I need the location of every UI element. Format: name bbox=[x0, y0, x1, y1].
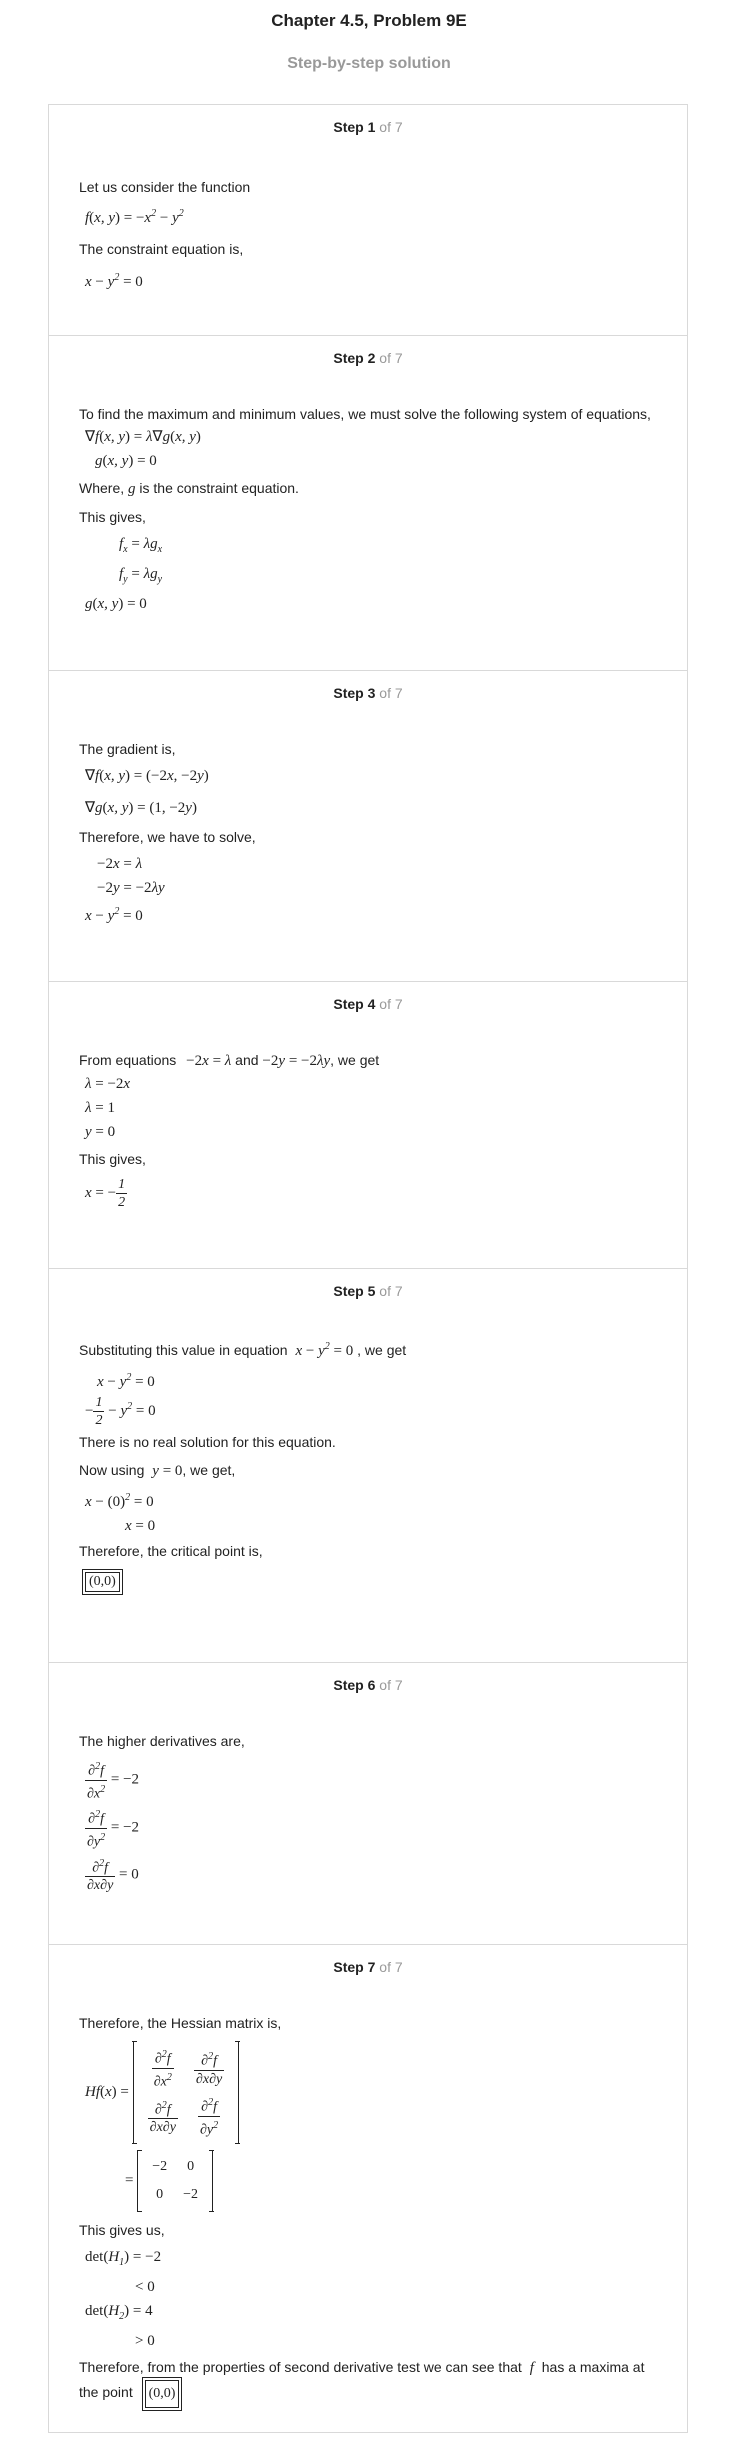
step-label: Step 4 bbox=[333, 996, 376, 1012]
y-equation: y = 0 bbox=[85, 1124, 116, 1140]
step-text: To find the maximum and minimum values, we must solve the following system of equations, bbox=[79, 406, 651, 422]
hessian-values: = −2 0 0 −2 bbox=[79, 2151, 657, 2211]
step-3 bbox=[49, 670, 687, 981]
solution-subtitle: Step-by-step solution bbox=[287, 55, 451, 72]
system-equation: −2y = −2λy bbox=[97, 880, 165, 896]
substitution-equation: $x - y^2 = 0$ bbox=[97, 1372, 155, 1390]
step-count: of 7 bbox=[379, 119, 403, 135]
step-count: of 7 bbox=[379, 996, 403, 1012]
system-equation: $x - y^2 = 0$ bbox=[85, 906, 143, 924]
determinant-h1: $\det(H_1) = -2$ bbox=[85, 2248, 162, 2268]
gradient-g: ∇g(x, y) = (1, −2y) bbox=[85, 800, 197, 816]
derivative-xy: $\frac{\partial^2f}{\partial x\partial y}$ = 0 bbox=[79, 1855, 657, 1895]
step-6 bbox=[49, 1662, 687, 1944]
step-count: of 7 bbox=[379, 685, 403, 701]
step-label: Step 2 bbox=[333, 350, 376, 366]
step-text: Let us consider the function bbox=[79, 179, 251, 195]
derivative-xx: $\frac{\partial^2f}{\partial x^2}$ = −2 bbox=[79, 1758, 657, 1802]
step-label: Step 3 bbox=[333, 685, 376, 701]
step-text: Now using y = 0, we get, bbox=[79, 1462, 236, 1479]
step-text: The constraint equation is, bbox=[79, 241, 244, 257]
step-label: Step 1 bbox=[333, 119, 376, 135]
constraint-equation: g(x, y) = 0 bbox=[95, 453, 157, 469]
hessian-matrix: Hf(x) = $\frac{\partial^2f}{\partial x^2}$ $\frac{\partial^2f}{\partial x\partial y}$ $\frac{\partial^2f}{\partial x\partial y}$ $\frac{\partial^2f}{\partial y^2}$ bbox=[79, 2042, 657, 2143]
substitution-equation: $x - (0)^2 = 0$ bbox=[85, 1492, 154, 1510]
x-value: x = − $\frac{1}{2}$ bbox=[85, 1177, 126, 1210]
step-header bbox=[79, 1663, 657, 1695]
substitution-equation: x = 0 bbox=[125, 1518, 156, 1534]
critical-point-answer: (0,0) bbox=[79, 1572, 657, 1592]
step-7 bbox=[49, 1944, 687, 2432]
step-text: Therefore, the Hessian matrix is, bbox=[79, 2015, 282, 2031]
step-text: This gives, bbox=[79, 1151, 146, 1167]
system-equation: g(x, y) = 0 bbox=[85, 596, 147, 612]
step-text: Therefore, we have to solve, bbox=[79, 829, 256, 845]
constraint-equation: $x - y^2 = 0$ bbox=[85, 272, 143, 290]
step-count: of 7 bbox=[379, 1959, 403, 1975]
step-count: of 7 bbox=[379, 350, 403, 366]
gradient-f: ∇f(x, y) = (−2x, −2y) bbox=[85, 768, 209, 784]
step-text: The higher derivatives are, bbox=[79, 1733, 245, 1749]
step-label: Step 6 bbox=[333, 1677, 376, 1693]
step-header bbox=[79, 982, 657, 1014]
step-text: The gradient is, bbox=[79, 741, 176, 757]
system-equation: $f_y = \lambda g_y$ bbox=[119, 566, 163, 585]
step-header bbox=[79, 336, 657, 368]
step-header bbox=[79, 671, 657, 703]
substitution-equation: − $\frac{1}{2}$ − $y^2 = 0$ bbox=[85, 1395, 156, 1428]
lambda-equation: λ = −2x bbox=[85, 1076, 131, 1092]
determinant-h1: < 0 bbox=[135, 2278, 155, 2295]
system-equation: −2x = λ bbox=[97, 856, 143, 872]
system-equation: $f_x = \lambda g_x$ bbox=[119, 536, 163, 555]
lagrange-equation: ∇f(x, y) = λ∇g(x, y) bbox=[85, 429, 201, 445]
step-count: of 7 bbox=[379, 1283, 403, 1299]
step-label: Step 5 bbox=[333, 1283, 376, 1299]
determinant-h2: $\det(H_2) = 4$ bbox=[85, 2302, 153, 2322]
step-text: There is no real solution for this equation. bbox=[79, 1434, 336, 1450]
step-2 bbox=[49, 335, 687, 670]
lambda-equation: λ = 1 bbox=[85, 1100, 115, 1116]
step-header bbox=[79, 105, 657, 137]
step-text: This gives, bbox=[79, 509, 146, 525]
step-text: This gives us, bbox=[79, 2221, 165, 2238]
step-label: Step 7 bbox=[333, 1959, 376, 1975]
step-header bbox=[79, 1945, 657, 1977]
derivative-yy: $\frac{\partial^2f}{\partial y^2}$ = −2 bbox=[79, 1806, 657, 1850]
step-text: Where, g is the constraint equation. bbox=[79, 480, 299, 497]
function-equation: f(x, $y) = -x^2 - y^2$ bbox=[85, 208, 184, 226]
step-text: From equations −2x = λ and −2y = −2λy, we get bbox=[79, 1052, 380, 1069]
step-4 bbox=[49, 981, 687, 1268]
step-text: Therefore, the critical point is, bbox=[79, 1543, 263, 1559]
determinant-h2: > 0 bbox=[135, 2332, 155, 2349]
step-count: of 7 bbox=[379, 1677, 403, 1693]
step-text: Therefore, from the properties of second derivative test we can see that f has a maxima at the point (0,0) bbox=[79, 2355, 657, 2408]
maxima-point-answer: (0,0) bbox=[145, 2380, 180, 2408]
page-title: Chapter 4.5, Problem 9E bbox=[271, 11, 467, 30]
step-text: Substituting this value in equation $x - y^2 = 0$ , we get bbox=[79, 1341, 407, 1359]
step-1 bbox=[49, 105, 687, 335]
step-header bbox=[79, 1269, 657, 1301]
solution-steps bbox=[48, 104, 688, 2433]
step-5 bbox=[49, 1268, 687, 1662]
